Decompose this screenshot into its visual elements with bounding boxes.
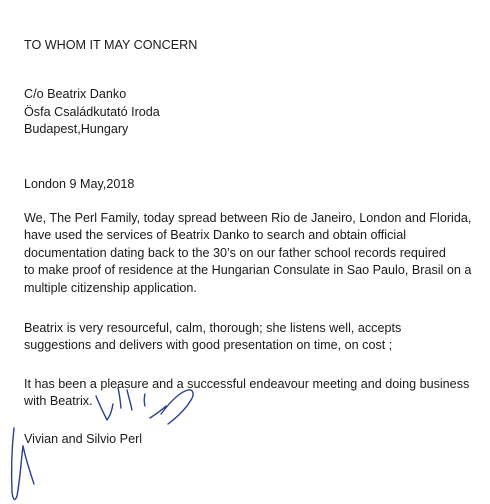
signature-stroke — [23, 446, 34, 484]
recipient-line-3: Budapest,Hungary — [24, 122, 129, 136]
paragraph-line: documentation dating back to the 30’s on our father school records required — [24, 245, 446, 260]
recipient-line-1: C/o Beatrix Danko — [24, 87, 127, 101]
signatories: Vivian and Silvio Perl — [24, 432, 143, 446]
recipient-line-2: Ösfa Családkutató Iroda — [24, 104, 160, 119]
paragraph-line: with Beatrix. — [24, 394, 93, 409]
paragraph-closing — [24, 376, 476, 411]
paragraph-line: Beatrix is very resourceful, calm, thorough; she listens well, accepts — [24, 321, 402, 335]
paragraph-line: It has been a pleasure and a successful endeavour meeting and doing business — [24, 377, 470, 391]
salutation-heading: TO WHOM IT MAY CONCERN — [24, 38, 198, 52]
paragraph-line: multiple citizenship application. — [24, 280, 197, 295]
paragraph-line: We, The Perl Family, today spread between Rio de Janeiro, London and Florida, — [24, 211, 472, 225]
paragraph-line: to make proof of residence at the Hungarian Consulate in Sao Paulo, Brasil on a — [24, 263, 472, 278]
paragraph-intro — [24, 210, 476, 297]
place-date: London 9 May,2018 — [24, 177, 135, 191]
paragraph-line: suggestions and delivers with good presentation on time, on cost ; — [24, 338, 393, 353]
paragraph-praise — [24, 320, 476, 355]
paragraph-line: have used the services of Beatrix Danko to search and obtain official — [24, 228, 407, 243]
signature-stroke — [12, 428, 23, 499]
